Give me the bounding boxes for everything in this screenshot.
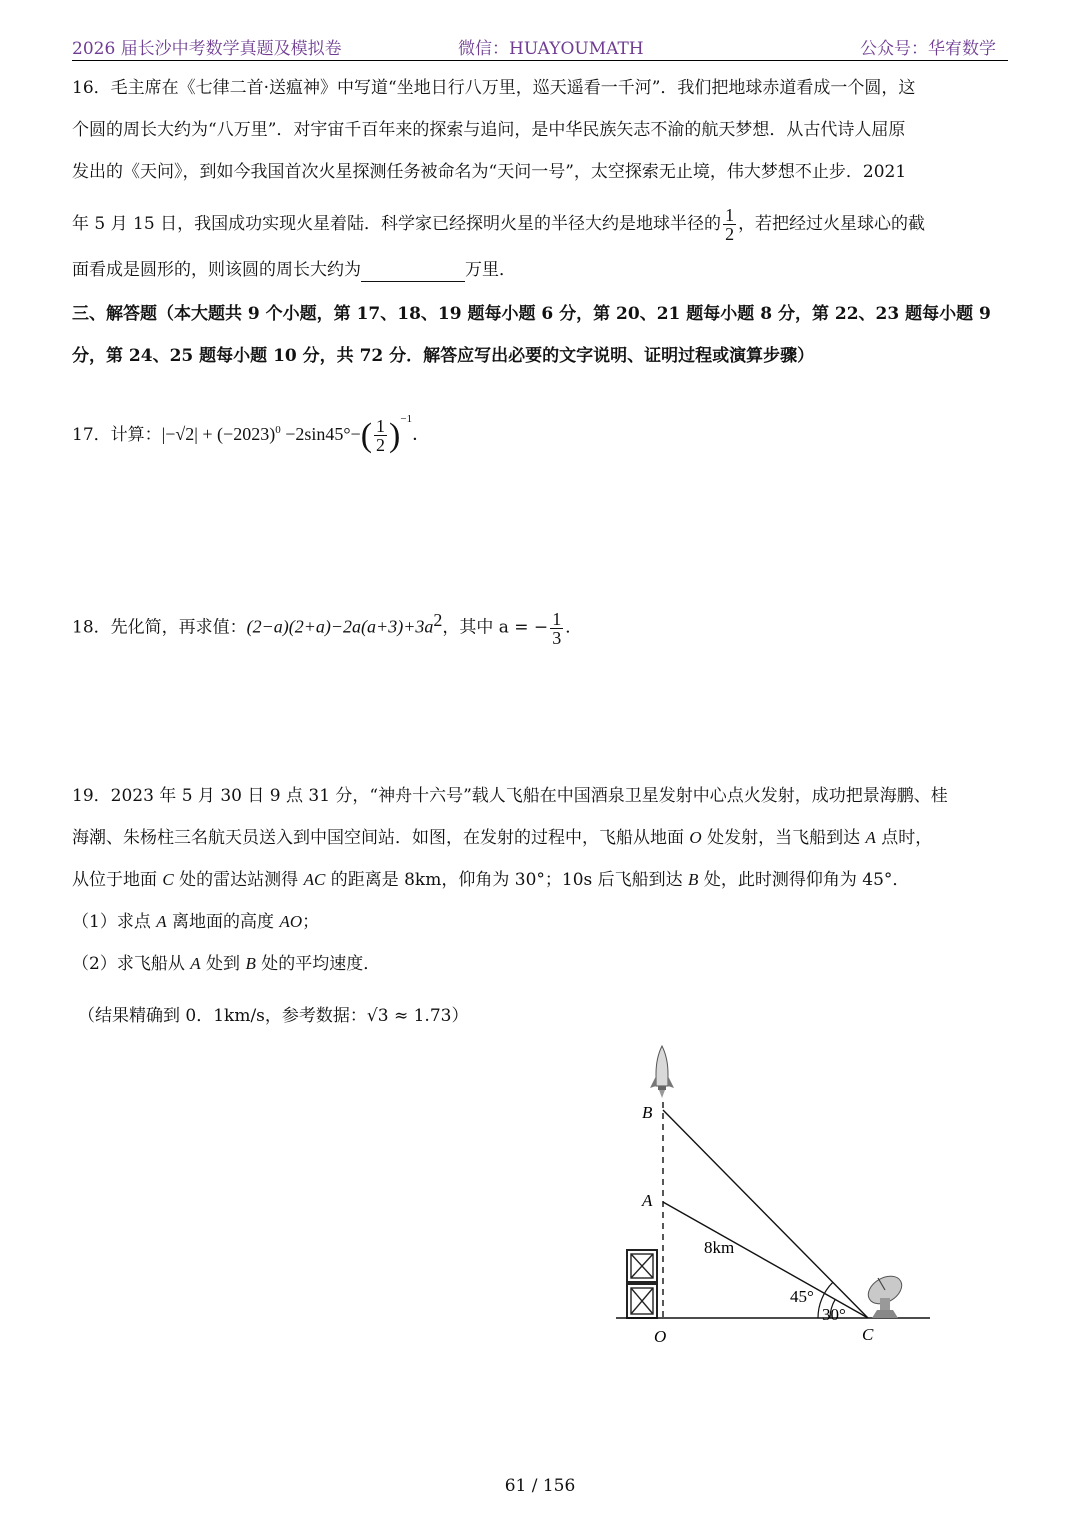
q19-sub2-point-a: A [190, 954, 201, 973]
line-bc [663, 1110, 868, 1318]
q17-end: ． [412, 424, 431, 444]
q19-sub2-b: 处到 [206, 954, 241, 974]
q18-line [72, 600, 582, 648]
q18-end: ． [565, 617, 583, 638]
q17-frac-den: 2 [376, 435, 386, 456]
q19-subq2 [72, 952, 380, 976]
q18-label: 18．先化简，再求值： [72, 617, 247, 638]
rocket-icon [650, 1046, 674, 1098]
q19-segment-ac: AC [303, 870, 326, 889]
q19-point-b: B [688, 870, 699, 889]
q19-line2-b: 处发射，当飞船到达 [707, 828, 861, 848]
q19-subq1 [72, 910, 319, 934]
q17-frac-num: 1 [376, 416, 386, 437]
q17-exp-neg1: −1 [400, 413, 413, 425]
label-distance-8km: 8km [704, 1238, 735, 1257]
q19-line3-b: 处的雷达站测得 [179, 870, 299, 890]
q18-condition: ，其中 a = − [442, 617, 549, 638]
q16-line4 [72, 206, 925, 243]
q19-line2-a: 海潮、朱杨柱三名航天员送入到中国空间站．如图，在发射的过程中，飞船从地面 [72, 828, 684, 848]
q19-sub2-c: 处的平均速度． [261, 954, 381, 974]
header-wechat: 微信：HUAYOUMATH [458, 39, 644, 59]
q17-middle: −2sin45°− [285, 424, 361, 444]
q19-sub1-b: 离地面的高度 [172, 912, 275, 932]
crate-stack-icon [627, 1250, 657, 1318]
header-left: 2026 届长沙中考数学真题及模拟卷 [72, 39, 342, 59]
q19-line3 [72, 868, 909, 892]
q17-plus: + [202, 424, 213, 444]
q19-point-a: A [865, 828, 876, 847]
q17-fraction [374, 417, 387, 454]
q16-line5 [72, 258, 516, 282]
q19-line2-c: 点时， [881, 828, 933, 848]
q17-abs-content: −√2 [165, 424, 195, 444]
q19-sub1-point: A [156, 912, 167, 931]
page-number: 61 / 156 [504, 1476, 576, 1496]
q17-exp0: 0 [275, 424, 281, 436]
q17-expression: $|-√2| + (-2023)^0 -2\sin 45^\circ-$( $\frac{1}{2}$ )$^{-1}$． [161, 413, 431, 456]
q19-line3-a: 从位于地面 [72, 870, 157, 890]
q19-sub1-c: ； [302, 912, 320, 932]
q17-paren-content: −2023 [223, 424, 270, 444]
q16-line4-tail: ，若把经过火星球心的截 [738, 214, 926, 234]
page-header [72, 28, 1008, 61]
q16-frac-den: 2 [725, 224, 735, 244]
q16-line3: 发出的《天问》，到如今我国首次火星探测任务被命名为“天问一号”，太空探索无止境，伟大梦想不止步．2021 [72, 162, 907, 182]
q19-sub2-a: （2）求飞船从 [72, 954, 185, 974]
q19-sub2-point-b: B [245, 954, 256, 973]
q16-line4-text: 年 5 月 15 日，我国成功实现火星着陆．科学家已经探明火星的半径大约是地球半径的 [72, 214, 722, 234]
q16-frac-num: 1 [725, 205, 735, 225]
label-angle-30: 30° [822, 1305, 846, 1324]
q19-point-o: O [689, 828, 702, 847]
q18-expression: (2−a)(2+a)−2a(a+3)+3a [246, 616, 434, 637]
label-point-c: C [862, 1325, 874, 1344]
q16-fraction [723, 206, 736, 243]
radar-dish-icon [863, 1271, 906, 1318]
q18-fraction [550, 610, 563, 647]
geometry-figure [600, 1040, 940, 1350]
q19-line1: 19．2023 年 5 月 30 日 9 点 31 分，“神舟十六号”载人飞船在中国酒泉卫星发射中心点火发射，成功把景海鹏、桂 [72, 786, 948, 806]
line-ac [663, 1202, 868, 1318]
label-point-b: B [642, 1103, 653, 1122]
q19-sub1-ao: AO [279, 912, 303, 931]
answer-blank[interactable] [361, 263, 465, 282]
q18-frac-den: 3 [552, 627, 562, 648]
label-point-a: A [642, 1191, 653, 1210]
q19-note: （结果精确到 0．1km/s，参考数据：√3 ≈ 1.73） [78, 1006, 469, 1026]
q16-line2: 个圆的周长大约为“八万里”．对宇宙千百年来的探索与追问，是中华民族矢志不渝的航天梦想．从古代诗人屈原 [72, 120, 906, 140]
section3-title-line1: 三、解答题（本大题共 9 个小题，第 17、18、19 题每小题 6 分，第 20、21 题每小题 8 分，第 22、23 题每小题 9 [72, 304, 991, 324]
q16-line5-tail: 万里． [465, 260, 516, 280]
q16-line5-text: 面看成是圆形的，则该圆的周长大约为 [72, 260, 361, 280]
section3-title-line2: 分，第 24、25 题每小题 10 分，共 72 分．解答应写出必要的文字说明、证明过程或演算步骤） [72, 346, 815, 366]
q19-line3-d: 处，此时测得仰角为 45°． [703, 870, 910, 890]
q16-line1: 16．毛主席在《七律二首·送瘟神》中写道“坐地日行八万里，巡天遥看一千河”．我们把地球赤道看成一个圆，这 [72, 78, 916, 98]
q19-line2 [72, 826, 932, 850]
q19-line3-c: 的距离是 8km，仰角为 30°；10s 后飞船到达 [330, 870, 683, 890]
q19-point-c: C [162, 870, 174, 889]
q17-line [72, 400, 430, 454]
q19-sub1-a: （1）求点 [72, 912, 151, 932]
q18-square: 2 [433, 610, 443, 630]
q17-label: 17．计算： [72, 425, 162, 445]
label-point-o: O [654, 1327, 667, 1346]
header-account: 公众号：华宥数学 [860, 39, 996, 59]
label-angle-45: 45° [790, 1287, 814, 1306]
q18-frac-num: 1 [552, 608, 562, 629]
